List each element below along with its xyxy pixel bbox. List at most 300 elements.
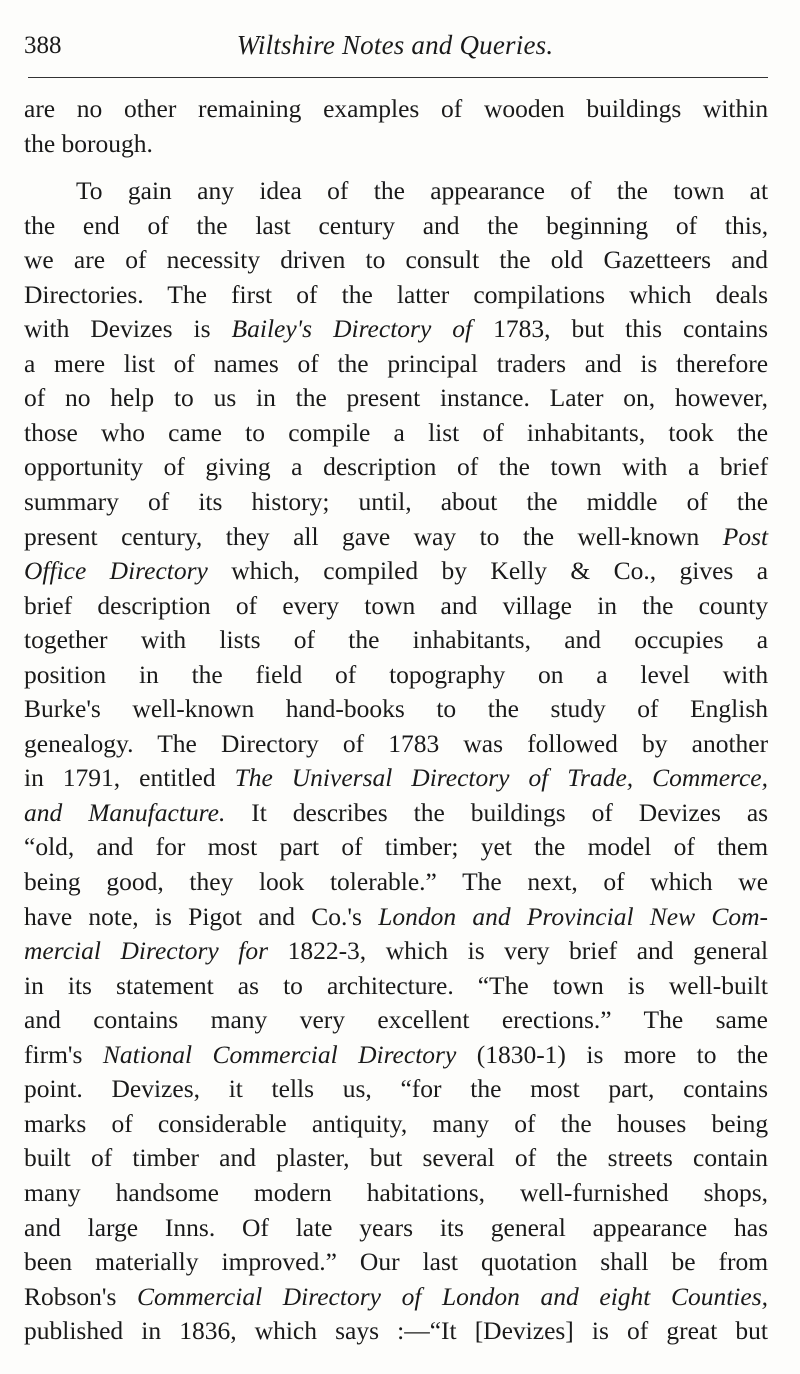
word: of <box>514 1143 537 1173</box>
word: is <box>640 348 658 378</box>
word: Devizes <box>90 314 173 344</box>
word: came <box>168 417 222 447</box>
text-line <box>24 692 768 727</box>
word: hand-books <box>285 694 405 724</box>
text-line <box>24 243 768 278</box>
word: great <box>666 1316 718 1346</box>
word: instance. <box>439 383 530 413</box>
word: which <box>650 867 713 897</box>
word: part, <box>608 1074 655 1104</box>
word: The <box>157 728 197 758</box>
italic-word: Directory <box>282 1281 381 1311</box>
word: a <box>393 417 405 447</box>
word: years <box>359 1212 414 1242</box>
text-line <box>24 312 768 347</box>
word: town <box>552 970 604 1000</box>
word: 1822-3, <box>287 936 367 966</box>
word: however, <box>674 383 769 413</box>
word: in <box>24 763 44 793</box>
word: last <box>255 210 291 240</box>
word: compiled <box>323 556 419 586</box>
word: “The <box>477 970 529 1000</box>
word: consult <box>405 245 480 275</box>
word: compilations <box>473 279 606 309</box>
italic-word: mercial <box>24 936 101 966</box>
word: necessity <box>166 245 261 275</box>
word: excellent <box>377 1005 470 1035</box>
word: summary <box>24 487 119 517</box>
word: and <box>219 1143 256 1173</box>
word: topography <box>389 659 506 689</box>
word: and <box>636 936 674 966</box>
word: of <box>147 210 169 240</box>
word: & <box>570 556 591 586</box>
word: of <box>173 348 195 378</box>
header-rule <box>28 77 768 78</box>
word: principal <box>387 348 478 378</box>
text-line <box>24 1314 768 1349</box>
word: about <box>440 487 498 517</box>
word: which <box>385 936 449 966</box>
italic-word: National <box>102 1039 193 1069</box>
word: town <box>673 176 725 206</box>
word: giving <box>205 452 271 482</box>
text-line <box>24 1280 768 1315</box>
italic-word: Bailey's <box>231 314 313 344</box>
word: brief <box>24 590 73 620</box>
word: us, <box>342 1074 372 1104</box>
word: contains <box>683 314 768 344</box>
word: general <box>490 1212 566 1242</box>
word: them <box>717 832 769 862</box>
word: is <box>467 936 485 966</box>
text-line <box>24 865 768 900</box>
word: at <box>749 176 769 206</box>
word: end <box>82 210 120 240</box>
word: of <box>514 1108 536 1138</box>
word: plaster, <box>276 1143 350 1173</box>
word: idea <box>259 176 302 206</box>
word: quotation <box>480 1247 578 1277</box>
word: driven <box>280 245 346 275</box>
word: inhabitants, <box>526 417 646 447</box>
word: no <box>65 383 91 413</box>
word: the <box>348 625 380 655</box>
word: of <box>335 659 357 689</box>
word: the <box>736 487 769 517</box>
word: Our <box>359 1247 400 1277</box>
word: being <box>24 867 81 897</box>
italic-word: Commerce, <box>652 763 769 793</box>
word: of <box>637 694 659 724</box>
word: materially <box>95 1247 199 1277</box>
word: statement <box>116 970 214 1000</box>
text-line <box>24 727 768 762</box>
word: description <box>97 590 211 620</box>
word: of <box>293 625 316 655</box>
text-line <box>24 1141 768 1176</box>
word: of <box>125 245 147 275</box>
word: Co.'s <box>311 901 362 931</box>
word: and <box>731 245 769 275</box>
italic-word: Com- <box>711 901 769 931</box>
word: this <box>625 314 662 344</box>
word: and <box>258 901 296 931</box>
word: marks <box>24 1108 87 1138</box>
italic-word: Commercial <box>212 1039 338 1069</box>
word: which <box>254 1316 317 1346</box>
word: the <box>616 176 648 206</box>
word: point. <box>24 1074 83 1104</box>
word: level <box>640 659 690 689</box>
word: of <box>147 487 170 517</box>
word: of <box>296 279 318 309</box>
word: 1791, <box>62 763 121 793</box>
word: the <box>736 417 769 447</box>
word: be <box>671 1247 696 1277</box>
word: genealogy. <box>24 728 134 758</box>
word: beginning <box>546 210 649 240</box>
word: the <box>642 590 674 620</box>
word: the <box>487 694 519 724</box>
word: to <box>479 521 500 551</box>
word: a <box>291 452 303 482</box>
word: Gazetteers <box>603 245 712 275</box>
word: very <box>504 936 550 966</box>
word: by <box>641 728 668 758</box>
word: 1783, <box>493 314 551 344</box>
word: century, <box>121 521 203 551</box>
italic-word: Manufacture. <box>88 797 226 827</box>
word: names <box>213 348 279 378</box>
word: and <box>96 832 134 862</box>
word: buildings <box>470 797 566 827</box>
text-line <box>24 1107 768 1142</box>
word: from <box>718 1247 769 1277</box>
word: The <box>643 1005 684 1035</box>
text-line <box>24 554 768 589</box>
word: the <box>526 487 558 517</box>
italic-word: of <box>401 1281 422 1311</box>
italic-word: Office <box>24 556 87 586</box>
word: handsome <box>115 1177 219 1207</box>
word: many <box>210 1005 268 1035</box>
word: of <box>570 176 592 206</box>
word: inhabitants, <box>412 625 531 655</box>
italic-word: London <box>442 1281 520 1311</box>
word: several <box>422 1143 495 1173</box>
word: in <box>138 659 159 689</box>
italic-word: Directory <box>333 314 432 344</box>
word: of <box>163 452 185 482</box>
word: Of <box>241 1212 269 1242</box>
italic-word: and <box>472 901 511 931</box>
word: gave <box>342 521 391 551</box>
word: to <box>173 383 194 413</box>
word: mere <box>54 348 106 378</box>
word: the <box>534 832 566 862</box>
word: the <box>556 1143 588 1173</box>
word: well-furnished <box>519 1177 669 1207</box>
text-line <box>24 174 768 209</box>
word: in <box>256 383 276 413</box>
word: English <box>690 694 769 724</box>
word: the <box>341 279 373 309</box>
text-line <box>24 92 768 127</box>
word: until, <box>358 487 412 517</box>
word: with <box>140 625 187 655</box>
word: the <box>196 210 228 240</box>
word: of <box>603 867 625 897</box>
word: the <box>470 1074 502 1104</box>
italic-word: Universal <box>291 763 393 793</box>
word: Devizes <box>638 797 721 827</box>
italic-word: and <box>24 797 63 827</box>
word: well-known <box>132 694 255 724</box>
word: timber <box>132 1143 199 1173</box>
word: and <box>440 590 478 620</box>
word: latter <box>396 279 450 309</box>
running-title: Wiltshire Notes and Queries. <box>236 30 554 60</box>
word: as <box>746 797 769 827</box>
text-line <box>24 1211 768 1246</box>
word: Burke's <box>24 694 101 724</box>
word: in <box>141 1316 162 1346</box>
italic-word: Provincial <box>526 901 634 931</box>
word: has <box>734 1212 768 1242</box>
word: published <box>24 1316 124 1346</box>
word: “old, <box>24 832 75 862</box>
text-line <box>24 1072 768 1107</box>
word: of <box>673 832 695 862</box>
word: is <box>591 1316 609 1346</box>
word: remaining <box>198 94 302 123</box>
word: the <box>337 348 369 378</box>
italic-word: Trade, <box>567 763 634 793</box>
word: traders <box>496 348 567 378</box>
word: study <box>550 694 606 724</box>
text-line <box>24 900 768 935</box>
text-line <box>24 450 768 485</box>
word: to <box>436 694 457 724</box>
word: in <box>597 590 618 620</box>
word: who <box>101 417 145 447</box>
word: this, <box>724 210 769 240</box>
word: It <box>251 797 267 827</box>
word: we <box>24 245 54 275</box>
word: town <box>364 590 416 620</box>
word: together <box>24 625 108 655</box>
word: built <box>24 1143 71 1173</box>
word: and <box>564 625 602 655</box>
word: gain <box>127 176 172 206</box>
word: yet <box>480 832 512 862</box>
word: same <box>715 1005 768 1035</box>
word: 1836, <box>179 1316 237 1346</box>
word: appearance <box>430 176 545 206</box>
word: the <box>24 128 56 158</box>
word: a <box>756 625 769 655</box>
word: last <box>422 1247 458 1277</box>
word: the <box>413 797 445 827</box>
word: middle <box>586 487 658 517</box>
word: tolerable.” <box>329 867 437 897</box>
word: To <box>76 176 103 206</box>
word: Later <box>549 383 604 413</box>
word: of <box>591 797 613 827</box>
text-line <box>24 796 768 831</box>
word: it <box>228 1074 243 1104</box>
word: with <box>24 314 70 344</box>
word: tells <box>271 1074 315 1104</box>
word: opportunity <box>24 452 143 482</box>
word: other <box>123 94 177 123</box>
word: well-built <box>668 970 769 1000</box>
italic-word: Directory <box>120 936 219 966</box>
word: the <box>373 176 405 206</box>
word: being <box>711 1108 769 1138</box>
word: but <box>369 1143 403 1173</box>
word: The <box>462 867 502 897</box>
word: deals <box>715 279 769 309</box>
word: appearance <box>592 1212 708 1242</box>
text-line <box>24 278 768 313</box>
word: of <box>24 383 46 413</box>
word: Directories. <box>24 279 144 309</box>
word: of <box>675 210 698 240</box>
word: modern <box>253 1177 332 1207</box>
italic-word: of <box>528 763 549 793</box>
page-number: 388 <box>24 32 62 59</box>
word: followed <box>527 728 618 758</box>
word: with <box>622 452 668 482</box>
text-line <box>24 658 768 693</box>
word: well-known <box>577 521 700 551</box>
word: therefore <box>676 348 769 378</box>
word: erections.” <box>501 1005 612 1035</box>
word: any <box>197 176 234 206</box>
word: on, <box>623 383 656 413</box>
word: with <box>722 659 769 689</box>
word: the <box>499 245 531 275</box>
word: a <box>688 452 700 482</box>
word: next, <box>527 867 578 897</box>
text-line <box>24 209 768 244</box>
word: part <box>279 832 320 862</box>
word: of <box>235 590 258 620</box>
text-line <box>24 761 768 796</box>
italic-word: for <box>238 936 269 966</box>
italic-word: The <box>234 763 273 793</box>
word: brief <box>719 452 769 482</box>
italic-word: Counties, <box>670 1281 769 1311</box>
text-line <box>24 1245 768 1280</box>
word: streets <box>607 1143 673 1173</box>
word: many <box>432 1108 490 1138</box>
word: says <box>335 1316 380 1346</box>
word: the <box>191 659 223 689</box>
word: gives <box>679 556 734 586</box>
word: contains <box>93 1005 179 1035</box>
italic-word: New <box>649 901 696 931</box>
word: by <box>441 556 468 586</box>
word: another <box>691 728 769 758</box>
word: but <box>571 314 605 344</box>
word: timber; <box>384 832 459 862</box>
word: “for <box>400 1074 442 1104</box>
text-line <box>24 969 768 1004</box>
word: habitations, <box>366 1177 486 1207</box>
word: village <box>502 590 572 620</box>
word: us <box>213 383 237 413</box>
word: field <box>255 659 303 689</box>
word: more <box>623 1039 677 1069</box>
word: its <box>67 970 92 1000</box>
italic-word: of <box>452 314 473 344</box>
word: and <box>24 1005 61 1035</box>
word: entitled <box>139 763 216 793</box>
word: list <box>428 417 460 447</box>
word: its <box>439 1212 464 1242</box>
word: very <box>299 1005 345 1035</box>
word: no <box>76 94 103 123</box>
word: town <box>550 452 602 482</box>
word: firm's <box>24 1039 83 1069</box>
word: to <box>283 970 303 1000</box>
word: lists <box>219 625 261 655</box>
italic-word: Commercial <box>137 1281 263 1311</box>
word: present <box>346 383 421 413</box>
word: of <box>342 728 365 758</box>
word: within <box>702 94 769 123</box>
word: the <box>487 210 519 240</box>
word: The <box>167 279 207 309</box>
word: and <box>422 210 460 240</box>
word: of <box>327 176 349 206</box>
word: shall <box>600 1247 649 1277</box>
text-line <box>24 347 768 382</box>
word: they <box>225 521 270 551</box>
word: are <box>24 94 56 123</box>
word: model <box>587 832 652 862</box>
word: we <box>738 867 769 897</box>
word: (1830-1) <box>476 1039 566 1069</box>
italic-word: Directory <box>411 763 510 793</box>
word: architecture. <box>326 970 454 1000</box>
word: shops, <box>703 1177 769 1207</box>
italic-word: Post <box>722 521 769 551</box>
word: to <box>696 1039 717 1069</box>
word: late <box>295 1212 333 1242</box>
word: position <box>24 659 107 689</box>
word: the <box>24 210 56 240</box>
word: the <box>498 452 530 482</box>
word: a <box>24 348 36 378</box>
word: large <box>87 1212 139 1242</box>
text-line <box>24 416 768 451</box>
word: took <box>668 417 714 447</box>
word: to <box>365 245 386 275</box>
word: old <box>550 245 584 275</box>
word: was <box>463 728 504 758</box>
word: Inns. <box>164 1212 216 1242</box>
word: is <box>627 970 645 1000</box>
word: borough. <box>61 128 153 158</box>
word: considerable <box>157 1108 287 1138</box>
word: note, <box>88 901 139 931</box>
text-line <box>24 485 768 520</box>
word: those <box>24 417 78 447</box>
